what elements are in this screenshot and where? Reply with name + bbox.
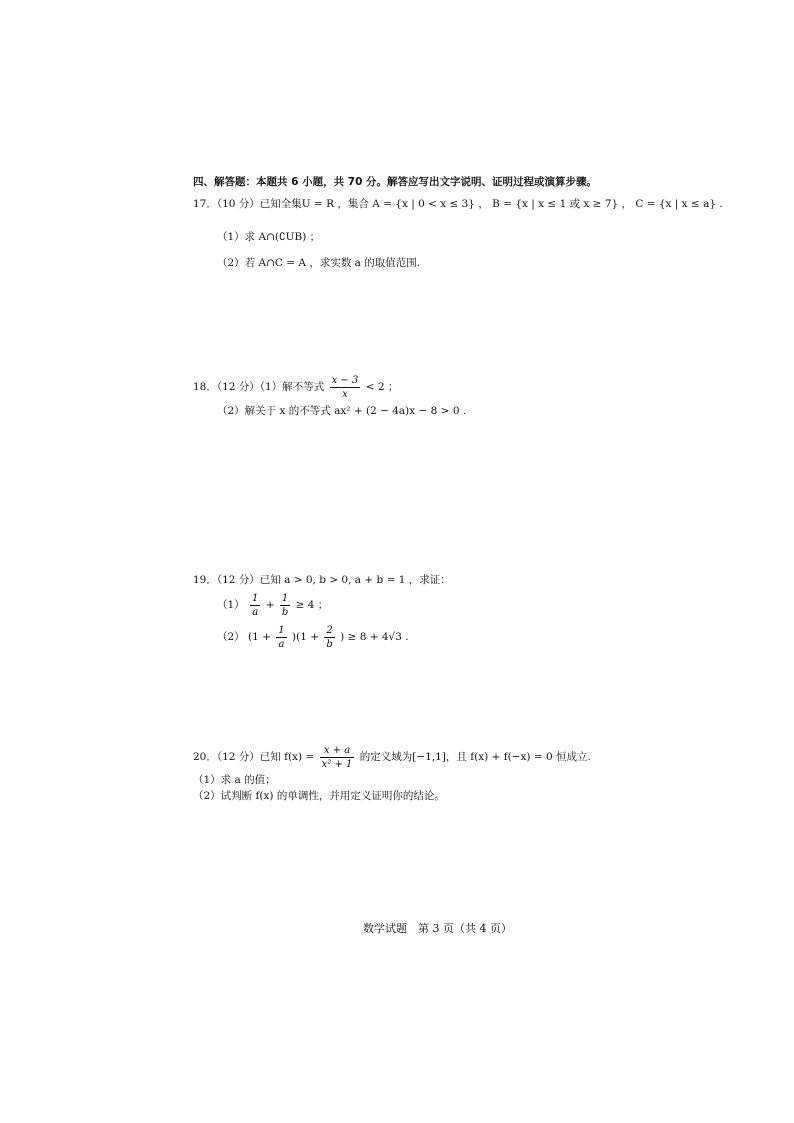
problem-19-part-2-label: （2） (217, 631, 245, 643)
problem-19-part-2-tail: ) ≥ 8 + 4√3 . (340, 631, 409, 643)
fraction-denominator: b (326, 638, 333, 650)
problem-19-part-1 (217, 590, 328, 620)
problem-17-stem: 17．（10 分）已知全集U = R ，集合 A = {x | 0 < x ≤ 3} ， B = {x | x ≤ 1 或 x ≥ 7} ， C = {x | x ≤ a} . (193, 198, 723, 210)
section-heading: 四、解答题：本题共 6 小题，共 70 分。解答应写出文字说明、证明过程或演算步骤。 (193, 176, 598, 188)
fraction-denominator: a (252, 606, 259, 618)
problem-20-stem-prefix: 20．（12 分）已知 f(x) = (193, 751, 315, 763)
fraction-denominator: x² + 1 (321, 758, 353, 770)
problem-18-part-2: （2）解关于 x 的不等式 ax² + (2 − 4a)x − 8 > 0 . (217, 405, 467, 417)
problem-20-part-1: （1）求 a 的值； (193, 774, 276, 786)
problem-17-part-2: （2）若 A∩C = A ，求实数 a 的取值范围. (217, 257, 421, 269)
problem-17-part-1: （1）求 A∩(∁UB) ； (217, 231, 321, 243)
fraction-numerator: 1 (278, 624, 285, 636)
fraction-numerator: 2 (324, 624, 334, 638)
problem-19-part-2-open: (1 + (248, 631, 271, 643)
plus-sign: + (265, 599, 275, 611)
problem-19-part-2-fraction-a (276, 624, 286, 651)
problem-18-stem (193, 373, 398, 401)
fraction-numerator: 1 (252, 592, 259, 604)
problem-19-part-1-fraction-b (280, 592, 290, 619)
fraction-numerator: 1 (280, 592, 290, 606)
fraction-numerator: x + a (320, 744, 355, 758)
problem-19-stem: 19．（12 分）已知 a > 0, b > 0, a + b = 1 ，求证： (193, 574, 451, 586)
problem-20-stem (193, 742, 591, 772)
problem-19-part-1-fraction-a (250, 592, 260, 619)
problem-20-stem-suffix: 的定义域为[−1,1]，且 f(x) + f(−x) = 0 恒成立. (359, 751, 591, 763)
problem-20-part-2: （2）试判断 f(x) 的单调性，并用定义证明你的结论。 (193, 790, 445, 802)
problem-18-fraction (330, 374, 361, 401)
problem-19-part-2-fraction-b (324, 624, 334, 651)
problem-18-fraction-numerator: x − 3 (331, 374, 359, 386)
problem-19-part-2 (217, 622, 409, 652)
problem-18-fraction-denominator: x (342, 388, 348, 400)
fraction-denominator: a (278, 638, 285, 650)
fraction-denominator: b (281, 606, 289, 618)
problem-19-part-1-label: （1） (217, 599, 245, 611)
problem-19-part-1-tail: ≥ 4 ； (295, 599, 329, 611)
problem-20-fraction (320, 744, 355, 771)
problem-19-part-2-mid: )(1 + (292, 631, 320, 643)
problem-18-stem-suffix: < 2 ； (365, 381, 399, 393)
problem-18-stem-prefix: 18．（12 分）（1）解不等式 (193, 381, 325, 393)
page-footer: 数学试题 第 3 页（共 4 页） (363, 922, 512, 935)
